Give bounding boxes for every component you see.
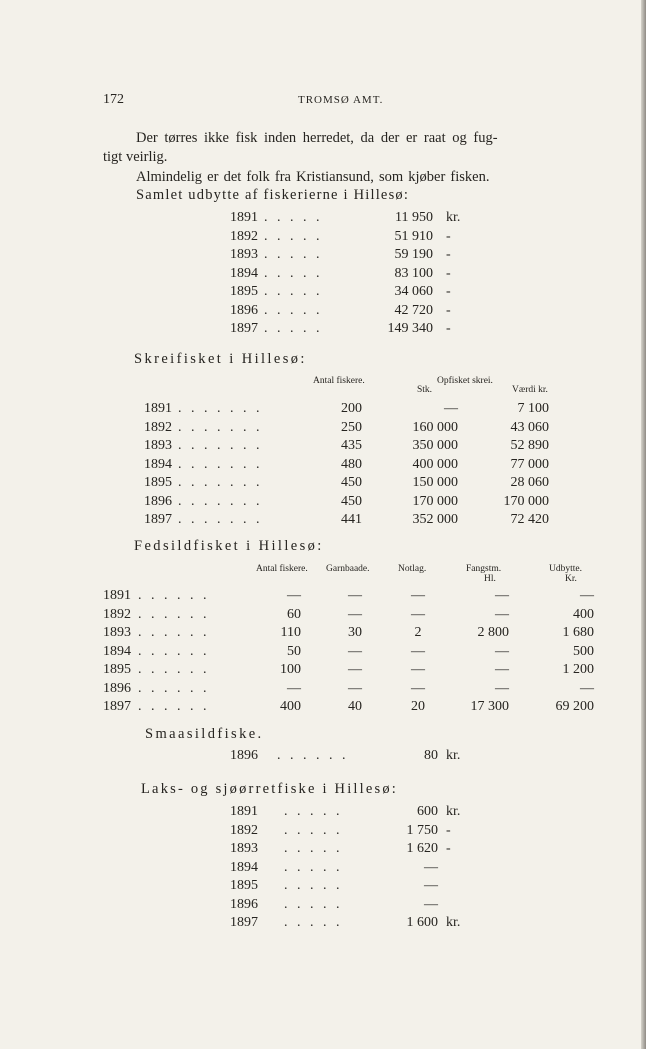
smaasild-value: 80 [424,748,438,763]
skrei-col-stk: Stk. [417,385,433,395]
leader-dots: . . . . . . . [178,438,263,453]
fiskere: 100 [280,662,301,677]
smaasild-unit: kr. [446,748,461,763]
notlag: — [411,680,425,696]
leader-dots: . . . . . . [138,680,210,696]
year: 1895 [230,878,258,893]
year: 1892 [230,822,258,838]
udbytte: 1 200 [562,662,594,677]
udbytte: — [580,588,594,603]
value: 59 190 [394,247,433,262]
year: 1894 [103,643,131,659]
samlet-row [0,301,646,320]
fedsild-col-garn: Garnbaade. [326,564,370,574]
fiskere: 200 [341,401,362,416]
vaerdi: 77 000 [510,456,549,472]
year: 1896 [230,896,258,912]
year: 1891 [144,401,172,416]
stk: 150 000 [412,475,458,490]
leader-dots: . . . . . . . [178,401,263,416]
value: 83 100 [394,265,433,281]
fangst: — [495,588,509,603]
laks-row [0,858,646,877]
garnbaade: — [348,680,362,696]
garnbaade: 30 [348,625,362,640]
stk: 160 000 [412,419,458,435]
leader-dots: . . . . . [284,804,343,819]
fedsild-row [0,697,646,716]
fiskere: 441 [341,512,362,527]
stk: — [444,401,458,416]
fangst: — [495,606,509,622]
fedsild-col-udbytte-unit: Kr. [565,574,577,584]
value: 1 620 [406,841,438,856]
year: 1893 [144,438,172,453]
year: 1891 [103,588,131,603]
vaerdi: 72 420 [510,512,549,527]
laks-row [0,913,646,932]
leader-dots: . . . . . [284,822,343,838]
leader-dots: . . . . . [264,228,323,244]
unit: - [446,265,451,281]
fedsild-row [0,586,646,605]
intro-line-4: Samlet udbytte af fiskerierne i Hillesø: [136,187,410,203]
unit: - [446,284,451,299]
fiskere: 435 [341,438,362,453]
unit: - [446,321,451,336]
skrei-row [0,473,646,492]
garnbaade: — [348,588,362,603]
fiskere: 450 [341,493,362,509]
leader-dots: . . . . . . . [178,512,263,527]
year: 1896 [103,680,131,696]
notlag: — [411,606,425,622]
garnbaade: — [348,643,362,659]
fedsild-row [0,623,646,642]
udbytte: 69 200 [555,699,594,714]
leader-dots: . . . . . [284,859,343,875]
year: 1893 [103,625,131,640]
unit: kr. [446,804,461,819]
year: 1892 [144,419,172,435]
year: 1893 [230,841,258,856]
fedsild-title: Fedsildfisket i Hillesø: [134,538,324,554]
stk: 350 000 [412,438,458,453]
year: 1896 [144,493,172,509]
unit: - [446,247,451,262]
leader-dots: . . . . . [284,841,343,856]
fiskere: 110 [280,625,301,640]
value: 11 950 [395,210,433,225]
leader-dots: . . . . . [284,915,343,930]
laks-row [0,821,646,840]
leader-dots: . . . . . . [138,588,210,603]
skrei-row [0,436,646,455]
unit: - [446,302,451,318]
year: 1897 [230,321,258,336]
samlet-row [0,227,646,246]
fangst: — [495,643,509,659]
samlet-row [0,282,646,301]
leader-dots: . . . . . . . [178,475,263,490]
skrei-row [0,492,646,511]
fiskere: 400 [280,699,301,714]
year: 1892 [103,606,131,622]
value: 1 750 [406,822,438,838]
fedsild-row [0,605,646,624]
leader-dots: . . . . . . [138,606,210,622]
smaasild-row [0,746,646,765]
samlet-row [0,319,646,338]
garnbaade: — [348,606,362,622]
leader-dots: . . . . . . [138,643,210,659]
fiskere: 450 [341,475,362,490]
year: 1891 [230,210,258,225]
leader-dots: . . . . . [264,284,323,299]
value: 600 [417,804,438,819]
year: 1895 [103,662,131,677]
value: — [424,878,438,893]
smaasild-year: 1896 [230,748,258,763]
vaerdi: 7 100 [517,401,549,416]
stk: 400 000 [412,456,458,472]
intro-line-2: tigt veirlig. [103,149,168,165]
year: 1893 [230,247,258,262]
notlag: — [411,662,425,677]
fangst: — [495,680,509,696]
smaasild-title: Smaasildfiske. [145,726,264,742]
udbytte: 400 [573,606,594,622]
fedsild-row [0,642,646,661]
year: 1894 [144,456,172,472]
skrei-title: Skreifisket i Hillesø: [134,351,307,367]
year: 1896 [230,302,258,318]
value: 149 340 [387,321,433,336]
skrei-row [0,418,646,437]
unit: - [446,822,451,838]
unit: kr. [446,210,461,225]
samlet-row [0,208,646,227]
udbytte: 500 [573,643,594,659]
fiskere: 50 [287,643,301,659]
fedsild-col-fiskere: Antal fiskere. [256,564,308,574]
skrei-col-opfisket: Opfisket skrei. [437,376,493,386]
fiskere: 250 [341,419,362,435]
skrei-col-fiskere: Antal fiskere. [313,376,365,386]
samlet-row [0,264,646,283]
skrei-col-vaerdi: Værdi kr. [512,385,548,395]
leader-dots: . . . . . [264,302,323,318]
year: 1897 [103,699,131,714]
value: 34 060 [394,284,433,299]
unit: kr. [446,915,461,930]
garnbaade: — [348,662,362,677]
fiskere: 480 [341,456,362,472]
laks-row [0,839,646,858]
udbytte: — [580,680,594,696]
leader-dots: . . . . . [264,265,323,281]
laks-row [0,895,646,914]
leader-dots: . . . . . [284,896,343,912]
fedsild-row [0,679,646,698]
running-title: TROMSØ AMT. [298,94,384,106]
garnbaade: 40 [348,699,362,714]
leader-dots: . . . . . . [138,625,210,640]
intro-line-3: Almindelig er det folk fra Kristiansund, som kjøber fisken. [136,169,490,185]
notlag: — [411,588,425,603]
unit: - [446,841,451,856]
value: — [424,859,438,875]
fangst: 2 800 [477,625,509,640]
skrei-row [0,455,646,474]
year: 1895 [144,475,172,490]
stk: 352 000 [412,512,458,527]
leader-dots: . . . . . . [138,699,210,714]
page-number: 172 [103,92,124,107]
leader-dots: . . . . . . . [178,456,263,472]
leader-dots: . . . . . [284,878,343,893]
samlet-row [0,245,646,264]
fedsild-row [0,660,646,679]
laks-row [0,802,646,821]
year: 1894 [230,859,258,875]
unit: - [446,228,451,244]
year: 1892 [230,228,258,244]
year: 1897 [230,915,258,930]
skrei-row [0,510,646,529]
skrei-row [0,399,646,418]
fiskere: — [287,588,301,603]
leader-dots: . . . . . [264,321,323,336]
notlag: 2 [414,625,422,640]
fangst: — [495,662,509,677]
vaerdi: 170 000 [503,493,549,509]
laks-row [0,876,646,895]
leader-dots: . . . . . [264,210,323,225]
leader-dots: . . . . . . . [178,419,263,435]
leader-dots: . . . . . . [277,748,349,763]
fedsild-col-fangst-unit: Hl. [484,574,496,584]
value: 1 600 [406,915,438,930]
vaerdi: 43 060 [510,419,549,435]
leader-dots: . . . . . . [138,662,210,677]
value: 51 910 [394,228,433,244]
value: — [424,896,438,912]
fangst: 17 300 [470,699,509,714]
intro-line-1: Der tørres ikke fisk inden herredet, da der er raat og fug- [136,130,498,146]
stk: 170 000 [412,493,458,509]
year: 1891 [230,804,258,819]
fiskere: 60 [287,606,301,622]
leader-dots: . . . . . . . [178,493,263,509]
fedsild-col-fangst: Fangstm. [466,564,502,574]
laks-title: Laks- og sjøørretfiske i Hillesø: [141,781,399,797]
udbytte: 1 680 [562,625,594,640]
fedsild-col-notlag: Notlag. [398,564,427,574]
year: 1895 [230,284,258,299]
vaerdi: 52 890 [510,438,549,453]
notlag: — [411,643,425,659]
value: 42 720 [394,302,433,318]
fiskere: — [287,680,301,696]
vaerdi: 28 060 [510,475,549,490]
notlag: 20 [411,699,425,714]
year: 1897 [144,512,172,527]
year: 1894 [230,265,258,281]
leader-dots: . . . . . [264,247,323,262]
fedsild-col-udbytte: Udbytte. [549,564,582,574]
